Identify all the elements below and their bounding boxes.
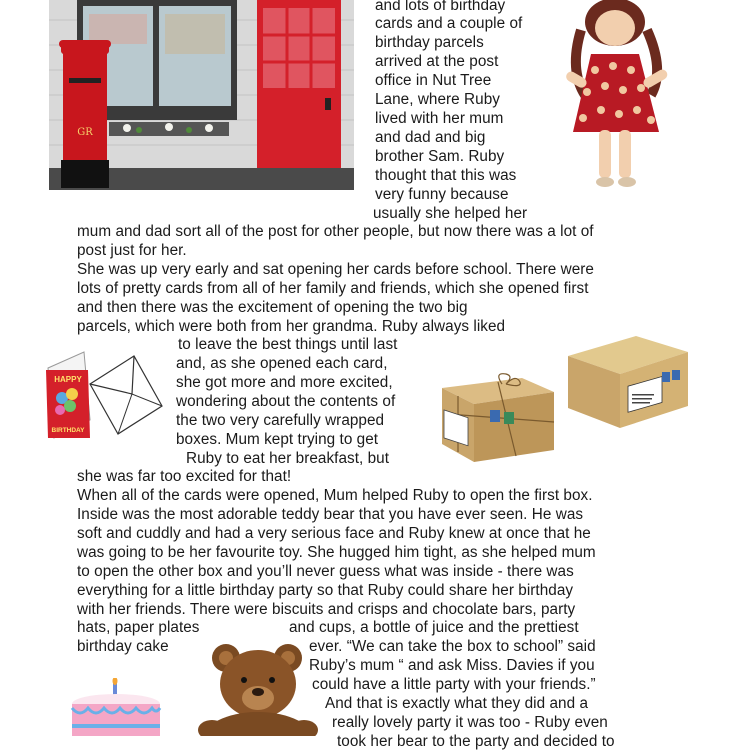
post-office-illustration (49, 0, 354, 190)
story-line: cards and a couple of (375, 15, 523, 32)
svg-text:GR: GR (77, 127, 93, 138)
story-line: When all of the cards were opened, Mum helped Ruby to open the first box. (77, 487, 593, 504)
story-line: post just for her. (77, 242, 187, 259)
story-line: and cups, a bottle of juice and the prettiest (289, 619, 579, 636)
story-line: thought that this was (375, 167, 517, 184)
story-line: mum and dad sort all of the post for other people, but now there was a lot of (77, 223, 594, 240)
birthday-card-illustration (44, 350, 92, 440)
story-line: everything for a little birthday party so that Ruby could share her birthday (77, 582, 574, 599)
story-line: arrived at the post (375, 53, 499, 70)
story-line: birthday parcels (375, 34, 484, 51)
story-line: Inside was the most adorable teddy bear that you have ever seen. He was (77, 506, 584, 523)
story-line: hats, paper plates (77, 619, 200, 636)
story-line: could have a little party with your friends.” (312, 676, 596, 693)
rag-doll-illustration (555, 0, 690, 190)
story-line: usually she helped her (373, 205, 528, 222)
story-line: lived with her mum (375, 110, 504, 127)
story-line: with her friends. There were biscuits and crisps and chocolate bars, party (77, 601, 576, 618)
card-birthday-label: BIRTHDAY (51, 427, 85, 434)
story-line: and, as she opened each card, (176, 355, 388, 372)
story-line: and lots of birthday (375, 0, 506, 14)
card-happy-label: HAPPY (54, 375, 82, 384)
story-line: ever. “We can take the box to school” said (309, 638, 596, 655)
story-line: the two very carefully wrapped (176, 412, 385, 429)
story-line: and then there was the excitement of opening the two big (77, 299, 468, 316)
story-line: parcels, which were both from her grandma. Ruby always liked (77, 318, 506, 335)
story-line: took her bear to the party and decided to (337, 733, 615, 750)
story-line: boxes. Mum kept trying to get (176, 431, 379, 448)
story-line: she was far too excited for that! (77, 468, 292, 485)
story-line: soft and cuddly and had a very serious face and Ruby knew at once that he (77, 525, 591, 542)
story-line: birthday cake (77, 638, 169, 655)
story-line: wondering about the contents of (176, 393, 396, 410)
story-line: Ruby to eat her breakfast, but (186, 450, 390, 467)
story-line: to open the other box and you’ll never guess what was inside - there was (77, 563, 574, 580)
story-line: brother Sam. Ruby (375, 148, 505, 165)
teddy-bear-illustration (196, 644, 320, 736)
story-line: very funny because (375, 186, 509, 203)
story-line: to leave the best things until last (178, 336, 398, 353)
birthday-cake-illustration (70, 678, 166, 736)
parcel-illustration (566, 334, 690, 430)
story-line: lots of pretty cards from all of her family and friends, which she opened first (77, 280, 589, 297)
story-line: Ruby’s mum “ and ask Miss. Davies if you (309, 657, 595, 674)
story-line: Lane, where Ruby (375, 91, 500, 108)
story-line: was going to be her favourite toy. She hugged him tight, as she helped mum (77, 544, 596, 561)
story-line: And that is exactly what they did and a (325, 695, 589, 712)
story-line: really lovely party it was too - Ruby even (332, 714, 608, 731)
story-line: She was up very early and sat opening her cards before school. There were (77, 261, 594, 278)
envelope-illustration (88, 354, 164, 436)
story-line: and dad and big (375, 129, 486, 146)
parcel-illustration (438, 372, 558, 464)
story-line: office in Nut Tree (375, 72, 492, 89)
story-line: she got more and more excited, (176, 374, 393, 391)
